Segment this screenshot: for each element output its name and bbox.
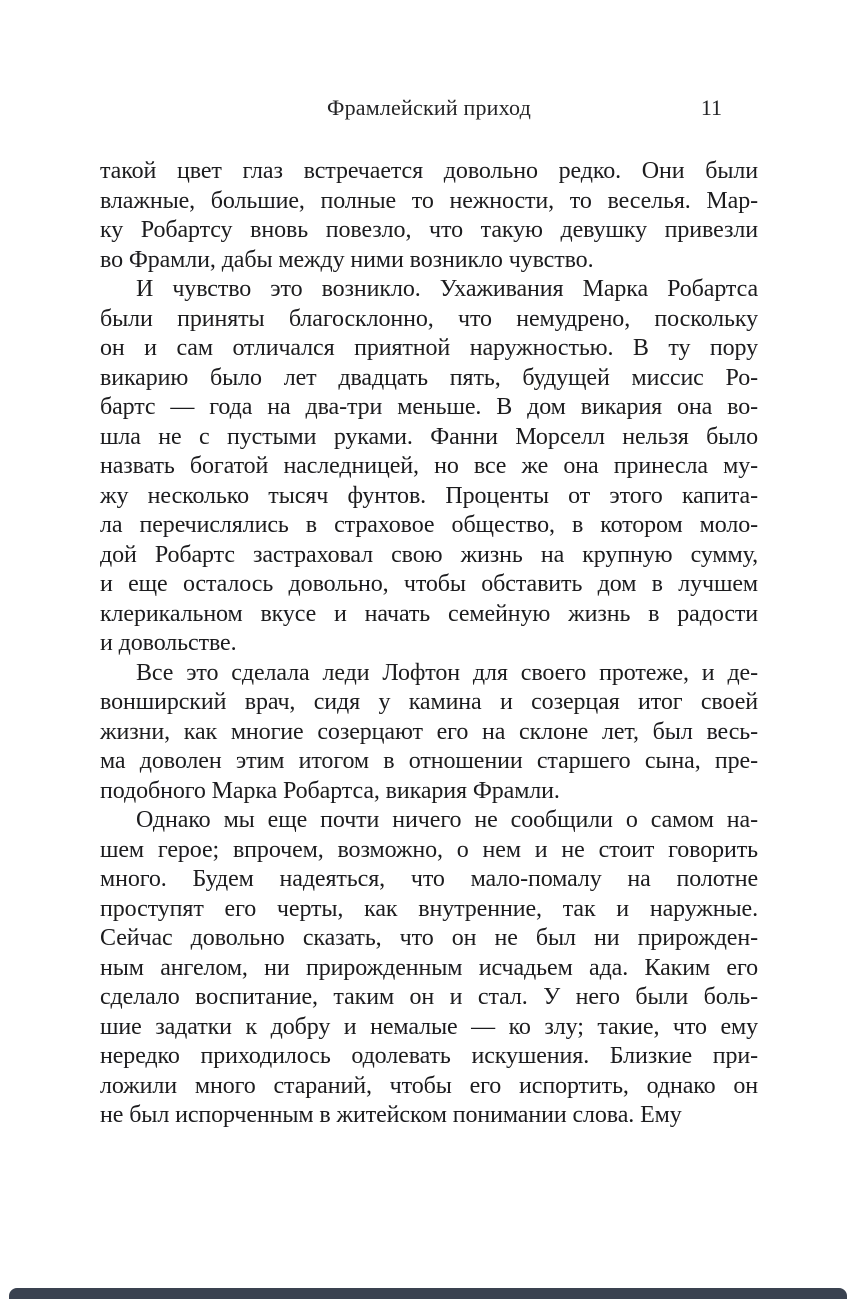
text-line: Сейчас довольно сказать, что он не был ни прирожден- <box>100 925 758 951</box>
text-line: влажные, большие, полные то нежности, то веселья. Мар- <box>100 187 758 214</box>
text-line: дой Робартс застраховал свою жизнь на крупную сумму, <box>100 541 758 568</box>
text-line: много. Будем надеяться, что мало-помалу на полотне <box>100 866 758 892</box>
running-title: Фрамлейский приход <box>327 95 531 120</box>
page-number: 11 <box>700 95 722 120</box>
text-line: ложили много стараний, чтобы его испортить, однако он <box>100 1072 758 1099</box>
text-line: подобного Марка Робартса, викария Фрамли. <box>100 777 560 804</box>
text-line: проступят его черты, как внутренние, так и наружные. <box>100 895 758 922</box>
text-line: не был испорченным в житейском понимании слова. Ему <box>100 1102 682 1128</box>
text-line: сделало воспитание, таким он и стал. У него были боль- <box>100 984 758 1010</box>
text-line: назвать богатой наследницей, но все же она принесла му- <box>100 453 758 479</box>
text-line: шла не с пустыми руками. Фанни Морселл нельзя было <box>100 423 758 450</box>
text-line: и еще осталось довольно, чтобы обставить дом в лучшем <box>100 571 758 597</box>
paragraph <box>100 659 758 807</box>
text-line: Все это сделала леди Лофтон для своего протеже, и де- <box>136 659 758 686</box>
page-text <box>100 157 758 1131</box>
text-line: вонширский врач, сидя у камина и созерцая итог своей <box>100 689 758 715</box>
text-line: такой цвет глаз встречается довольно редко. Они были <box>100 158 758 184</box>
paragraph <box>100 806 758 1131</box>
text-line: ку Робартсу вновь повезло, что такую девушку привезли <box>100 217 758 243</box>
page-header <box>100 95 758 121</box>
text-line: Однако мы еще почти ничего не сообщили о самом на- <box>136 807 758 833</box>
text-line: шем герое; впрочем, возможно, о нем и не стоит говорить <box>100 836 758 863</box>
text-line: ма доволен этим итогом в отношении старшего сына, пре- <box>100 748 758 774</box>
text-line: во Фрамли, дабы между ними возникло чувство. <box>100 246 594 273</box>
text-line: нередко приходилось одолевать искушения. Близкие при- <box>100 1043 758 1069</box>
paragraph <box>100 275 758 659</box>
text-line: жу несколько тысяч фунтов. Проценты от этого капита- <box>100 482 758 509</box>
paragraph <box>100 157 758 275</box>
page-content <box>100 95 758 1131</box>
text-line: бартс — года на два-три меньше. В дом викария она во- <box>100 394 758 420</box>
text-line: ла перечислялись в страховое общество, в котором моло- <box>100 512 758 538</box>
text-line: были приняты благосклонно, что немудрено, поскольку <box>100 305 758 332</box>
text-line: шие задатки к добру и немалые — ко злу; такие, что ему <box>100 1013 758 1040</box>
reader-bottom-bar-handle[interactable] <box>9 1288 847 1299</box>
text-line: и довольстве. <box>100 630 237 656</box>
text-line: викарию было лет двадцать пять, будущей миссис Ро- <box>100 364 758 391</box>
text-line: ным ангелом, ни прирожденным исчадьем ада. Каким его <box>100 954 758 981</box>
text-line: жизни, как многие созерцают его на склоне лет, был весь- <box>100 718 758 745</box>
text-line: клерикальном вкусе и начать семейную жизнь в радости <box>100 600 758 627</box>
text-line: он и сам отличался приятной наружностью. В ту пору <box>100 335 758 361</box>
text-line: И чувство это возникло. Ухаживания Марка Робартса <box>136 276 758 302</box>
